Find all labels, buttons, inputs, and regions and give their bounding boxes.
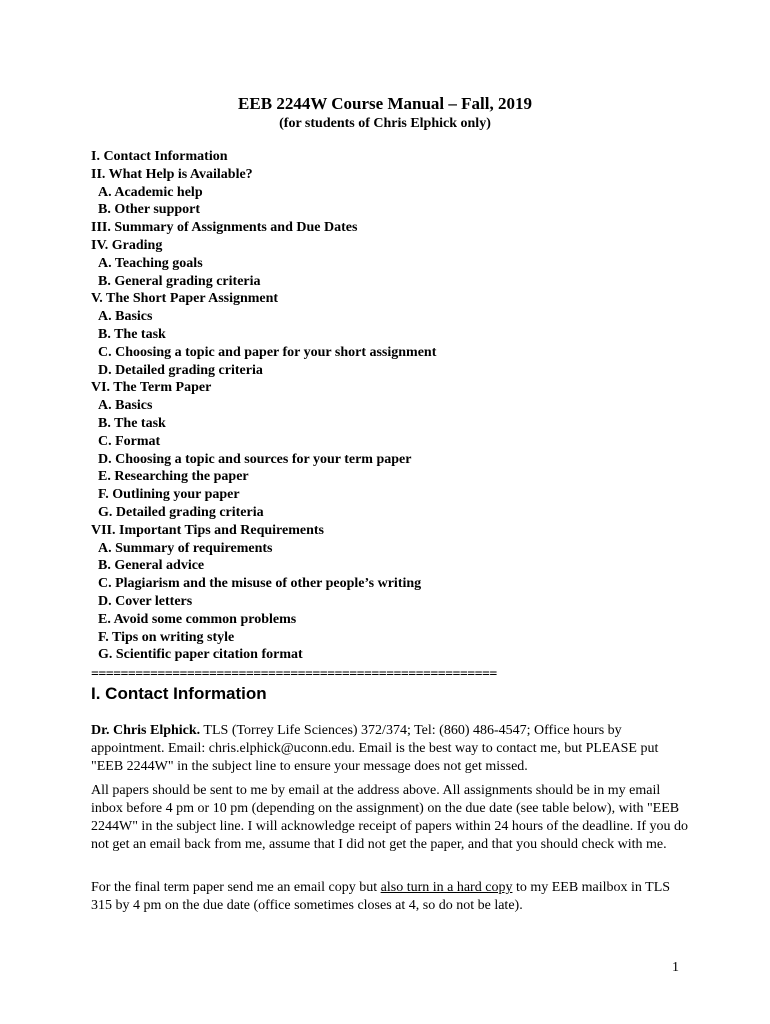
toc-item: IV. Grading [91, 237, 163, 253]
document-title: EEB 2244W Course Manual – Fall, 2019 [238, 94, 532, 113]
toc-item: B. General advice [98, 558, 205, 574]
contact-details: TLS (Torrey Life Sciences) 372/374; Tel: (860) 486-4547; Office hours by appointment. Email: chris.elphick@uconn.edu. Email is the best way to contact me, but PLEASE put "EEB 2244W" in the subject line to ensure your message does not get missed. [91, 723, 659, 774]
toc-item: F. Tips on writing style [98, 629, 235, 645]
toc-item: B. The task [98, 415, 166, 431]
instructor-name: Dr. Chris Elphick. [91, 723, 201, 738]
toc-item: A. Teaching goals [98, 255, 203, 271]
hard-copy-text-after: to my EEB mailbox in TLS 315 by 4 pm on the due date (office sometimes closes at 4, so do not be late). [91, 880, 671, 913]
contact-paragraph [91, 722, 691, 776]
hard-copy-underlined: also turn in a hard copy [380, 880, 513, 895]
toc-item: C. Plagiarism and the misuse of other people’s writing [98, 576, 422, 592]
toc-item: A. Basics [98, 309, 153, 325]
toc-item: I. Contact Information [91, 149, 228, 164]
toc-item: A. Summary of requirements [98, 540, 273, 556]
page-number: 1 [672, 960, 679, 975]
toc-item: VII. Important Tips and Requirements [91, 522, 324, 538]
toc-item: G. Detailed grading criteria [98, 504, 264, 520]
toc-item: VI. The Term Paper [91, 380, 212, 396]
toc-item: C. Choosing a topic and paper for your short assignment [98, 344, 437, 360]
table-of-contents [91, 148, 436, 664]
hard-copy-paragraph [91, 879, 691, 915]
toc-item: B. Other support [98, 202, 201, 218]
toc-item: A. Basics [98, 398, 153, 414]
section-separator: ======================================================= [91, 667, 497, 682]
toc-item: B. General grading criteria [98, 273, 261, 289]
toc-item: E. Avoid some common problems [98, 611, 297, 627]
toc-item: C. Format [98, 433, 161, 449]
toc-item: D. Choosing a topic and sources for your term paper [98, 451, 412, 467]
hard-copy-text-before: For the final term paper send me an email copy but [91, 880, 381, 895]
section-heading-contact-information: I. Contact Information [91, 684, 267, 703]
toc-item: A. Academic help [98, 184, 203, 200]
document-subtitle: (for students of Chris Elphick only) [279, 116, 491, 131]
submission-paragraph: All papers should be sent to me by email at the address above. All assignments should be in my email inbox before 4 pm or 10 pm (depending on the assignment) on the due date (see table below), with "EEB 2244W" in the subject line. I will acknowledge receipt of papers within 24 hours of the deadline. If you do not get an email back from me, assume that I did not get the paper, and that you should check with me. [91, 783, 689, 852]
toc-item: D. Cover letters [98, 593, 193, 609]
toc-item: V. The Short Paper Assignment [91, 291, 279, 307]
toc-item: II. What Help is Available? [91, 166, 253, 182]
toc-item: III. Summary of Assignments and Due Dates [91, 220, 358, 236]
toc-item: E. Researching the paper [98, 469, 249, 485]
toc-item: G. Scientific paper citation format [98, 647, 303, 663]
toc-item: B. The task [98, 326, 166, 342]
toc-item: F. Outlining your paper [98, 487, 240, 503]
toc-item: D. Detailed grading criteria [98, 362, 263, 378]
